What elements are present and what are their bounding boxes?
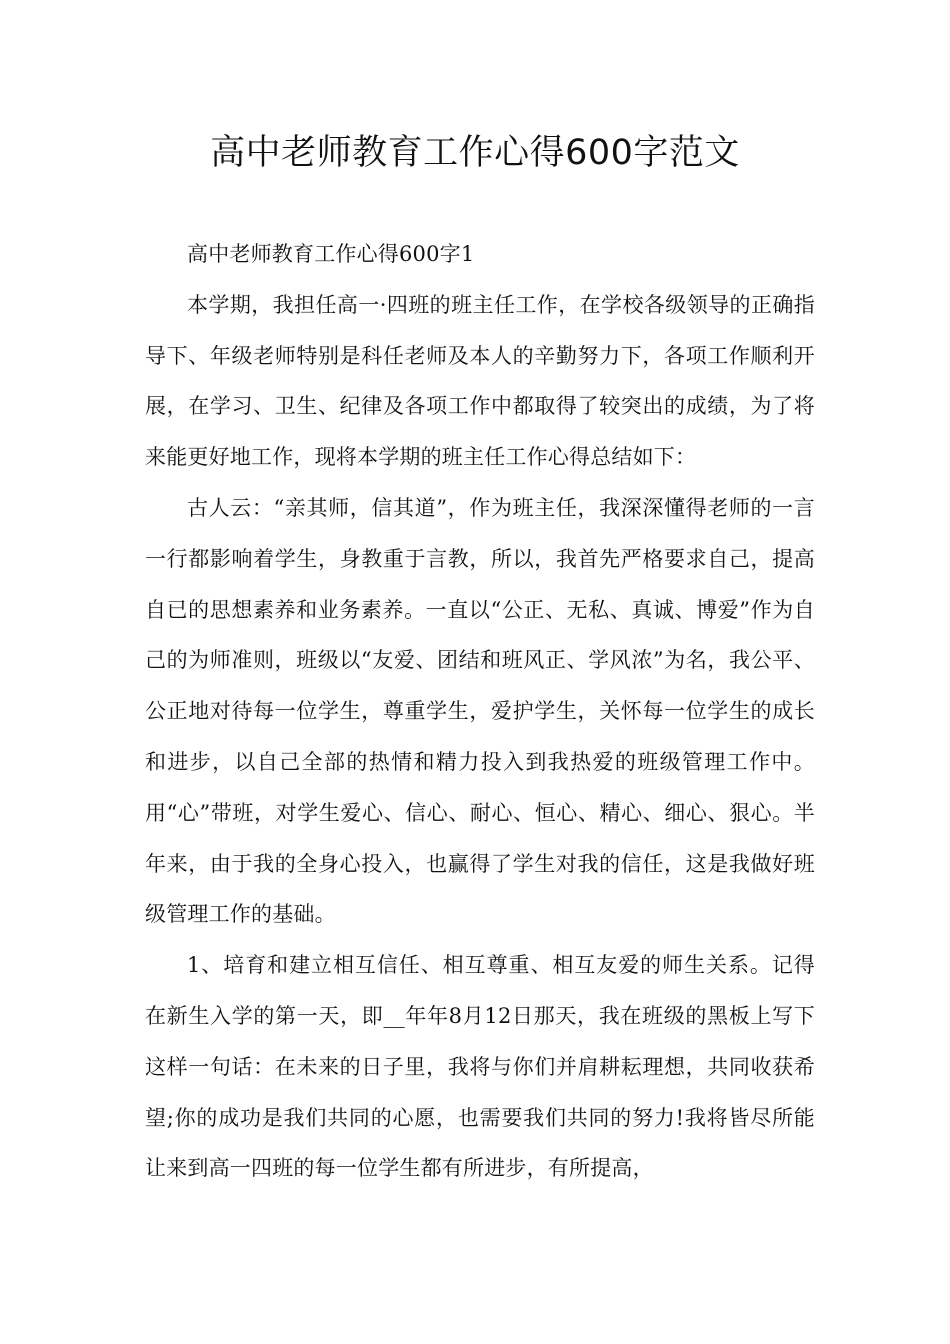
section-heading: 高中老师教育工作心得600字1 [187,242,475,266]
body-paragraph: 古人云：“亲其师，信其道”，作为班主任，我深深懂得老师的一言一行都影响着学生，身教重于言教，所以，我首先严格要求自己，提高自已的思想素养和业务素养。一直以“公正、无私、真诚、博爱”作为自己的为师准则，班级以“友爱、团结和班风正、学风浓”为名，我公平、公正地对待每一位学生，尊重学生，爱护学生，关怀每一位学生的成长和进步，以自己全部的热情和精力投入到我热爱的班级管理工作中。用“心”带班，对学生爱心、信心、耐心、恒心、精心、细心、狠心。半年来，由于我的全身心投入，也赢得了学生对我的信任，这是我做好班级管理工作的基础。 [145,495,815,927]
document-title: 高中老师教育工作心得600字范文 [210,133,740,173]
body-paragraph: 1、培育和建立相互信任、相互尊重、相互友爱的师生关系。记得在新生入学的第一天，即__年年8月12日那天，我在班级的黑板上写下这样一句话：在未来的日子里，我将与你们并肩耕耘理想，共同收获希望;你的成功是我们共同的心愿，也需要我们共同的努力!我将皆尽所能让来到高一四班的每一位学生都有所进步，有所提高， [145,953,815,1181]
body-paragraph: 本学期，我担任高一·四班的班主任工作，在学校各级领导的正确指导下、年级老师特别是科任老师及本人的辛勤努力下，各项工作顺利开展，在学习、卫生、纪律及各项工作中都取得了较突出的成绩，为了将来能更好地工作，现将本学期的班主任工作心得总结如下： [145,292,815,470]
document-body [145,229,815,1194]
